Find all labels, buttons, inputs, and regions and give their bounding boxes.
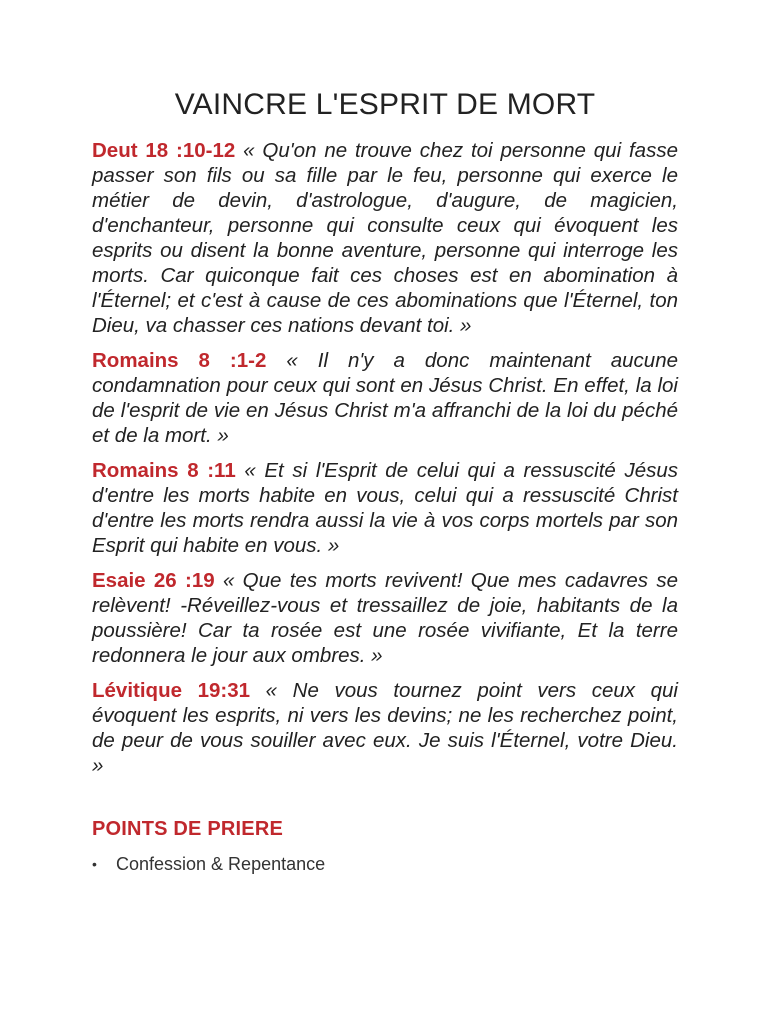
document-page <box>92 0 678 876</box>
prayer-points-heading: POINTS DE PRIERE <box>92 818 284 840</box>
verse-reference: Romains 8 :1-2 <box>92 349 267 372</box>
verse-text: « Ne vous tournez point vers ceux qui évoquent les esprits, ni vers les devins; ne les recherchez point, de peur de vous souiller avec eux. Je suis l'Éternel, votre Dieu. » <box>92 679 678 777</box>
verse-text: « Qu'on ne trouve chez toi personne qui fasse passer son fils ou sa fille par le feu, personne qui exerce le métier de devin, d'astrologue, d'augure, de magicien, d'enchanteur, personne qui consulte ceux qui évoquent les esprits ou disent la bonne aventure, personne qui interroge les morts. Car quiconque fait ces choses est en abomination à l'Éternel; et c'est à cause de ces abominations que l'Éternel, ton Dieu, va chasser ces nations devant toi. » <box>92 139 678 337</box>
page-title: VAINCRE L'ESPRIT DE MORT <box>174 88 596 121</box>
verse-levitique-19 <box>92 678 678 778</box>
bullet-icon: • <box>92 856 97 872</box>
verse-text: « Que tes morts revivent! Que mes cadavres se relèvent! -Réveillez-vous et tressaillez de joie, habitants de la poussière! Car ta rosée est une rosée vivifiante, Et la terre redonnera le jour aux ombres. » <box>92 569 678 667</box>
verse-list <box>92 138 678 778</box>
verse-text: « Il n'y a donc maintenant aucune condamnation pour ceux qui sont en Jésus Christ. En effet, la loi de l'esprit de vie en Jésus Christ m'a affranchi de la loi du péché et de la mort. » <box>92 349 678 447</box>
verse-esaie-26 <box>92 568 678 668</box>
prayer-points-list <box>92 852 678 876</box>
verse-romains-8-11 <box>92 458 678 558</box>
verse-deut-18 <box>92 138 678 338</box>
verse-romains-8-1 <box>92 348 678 448</box>
verse-reference: Deut 18 :10-12 <box>92 139 236 162</box>
list-item <box>92 852 678 876</box>
verse-text: « Et si l'Esprit de celui qui a ressuscité Jésus d'entre les morts habite en vous, celui qui a ressuscité Christ d'entre les morts rendra aussi la vie à vos corps mortels par son Esprit qui habite en vous. » <box>92 459 678 557</box>
verse-reference: Romains 8 :11 <box>92 459 236 482</box>
list-item-label: Confession & Repentance <box>116 854 326 874</box>
verse-reference: Lévitique 19:31 <box>92 679 251 702</box>
verse-reference: Esaie 26 :19 <box>92 569 215 592</box>
